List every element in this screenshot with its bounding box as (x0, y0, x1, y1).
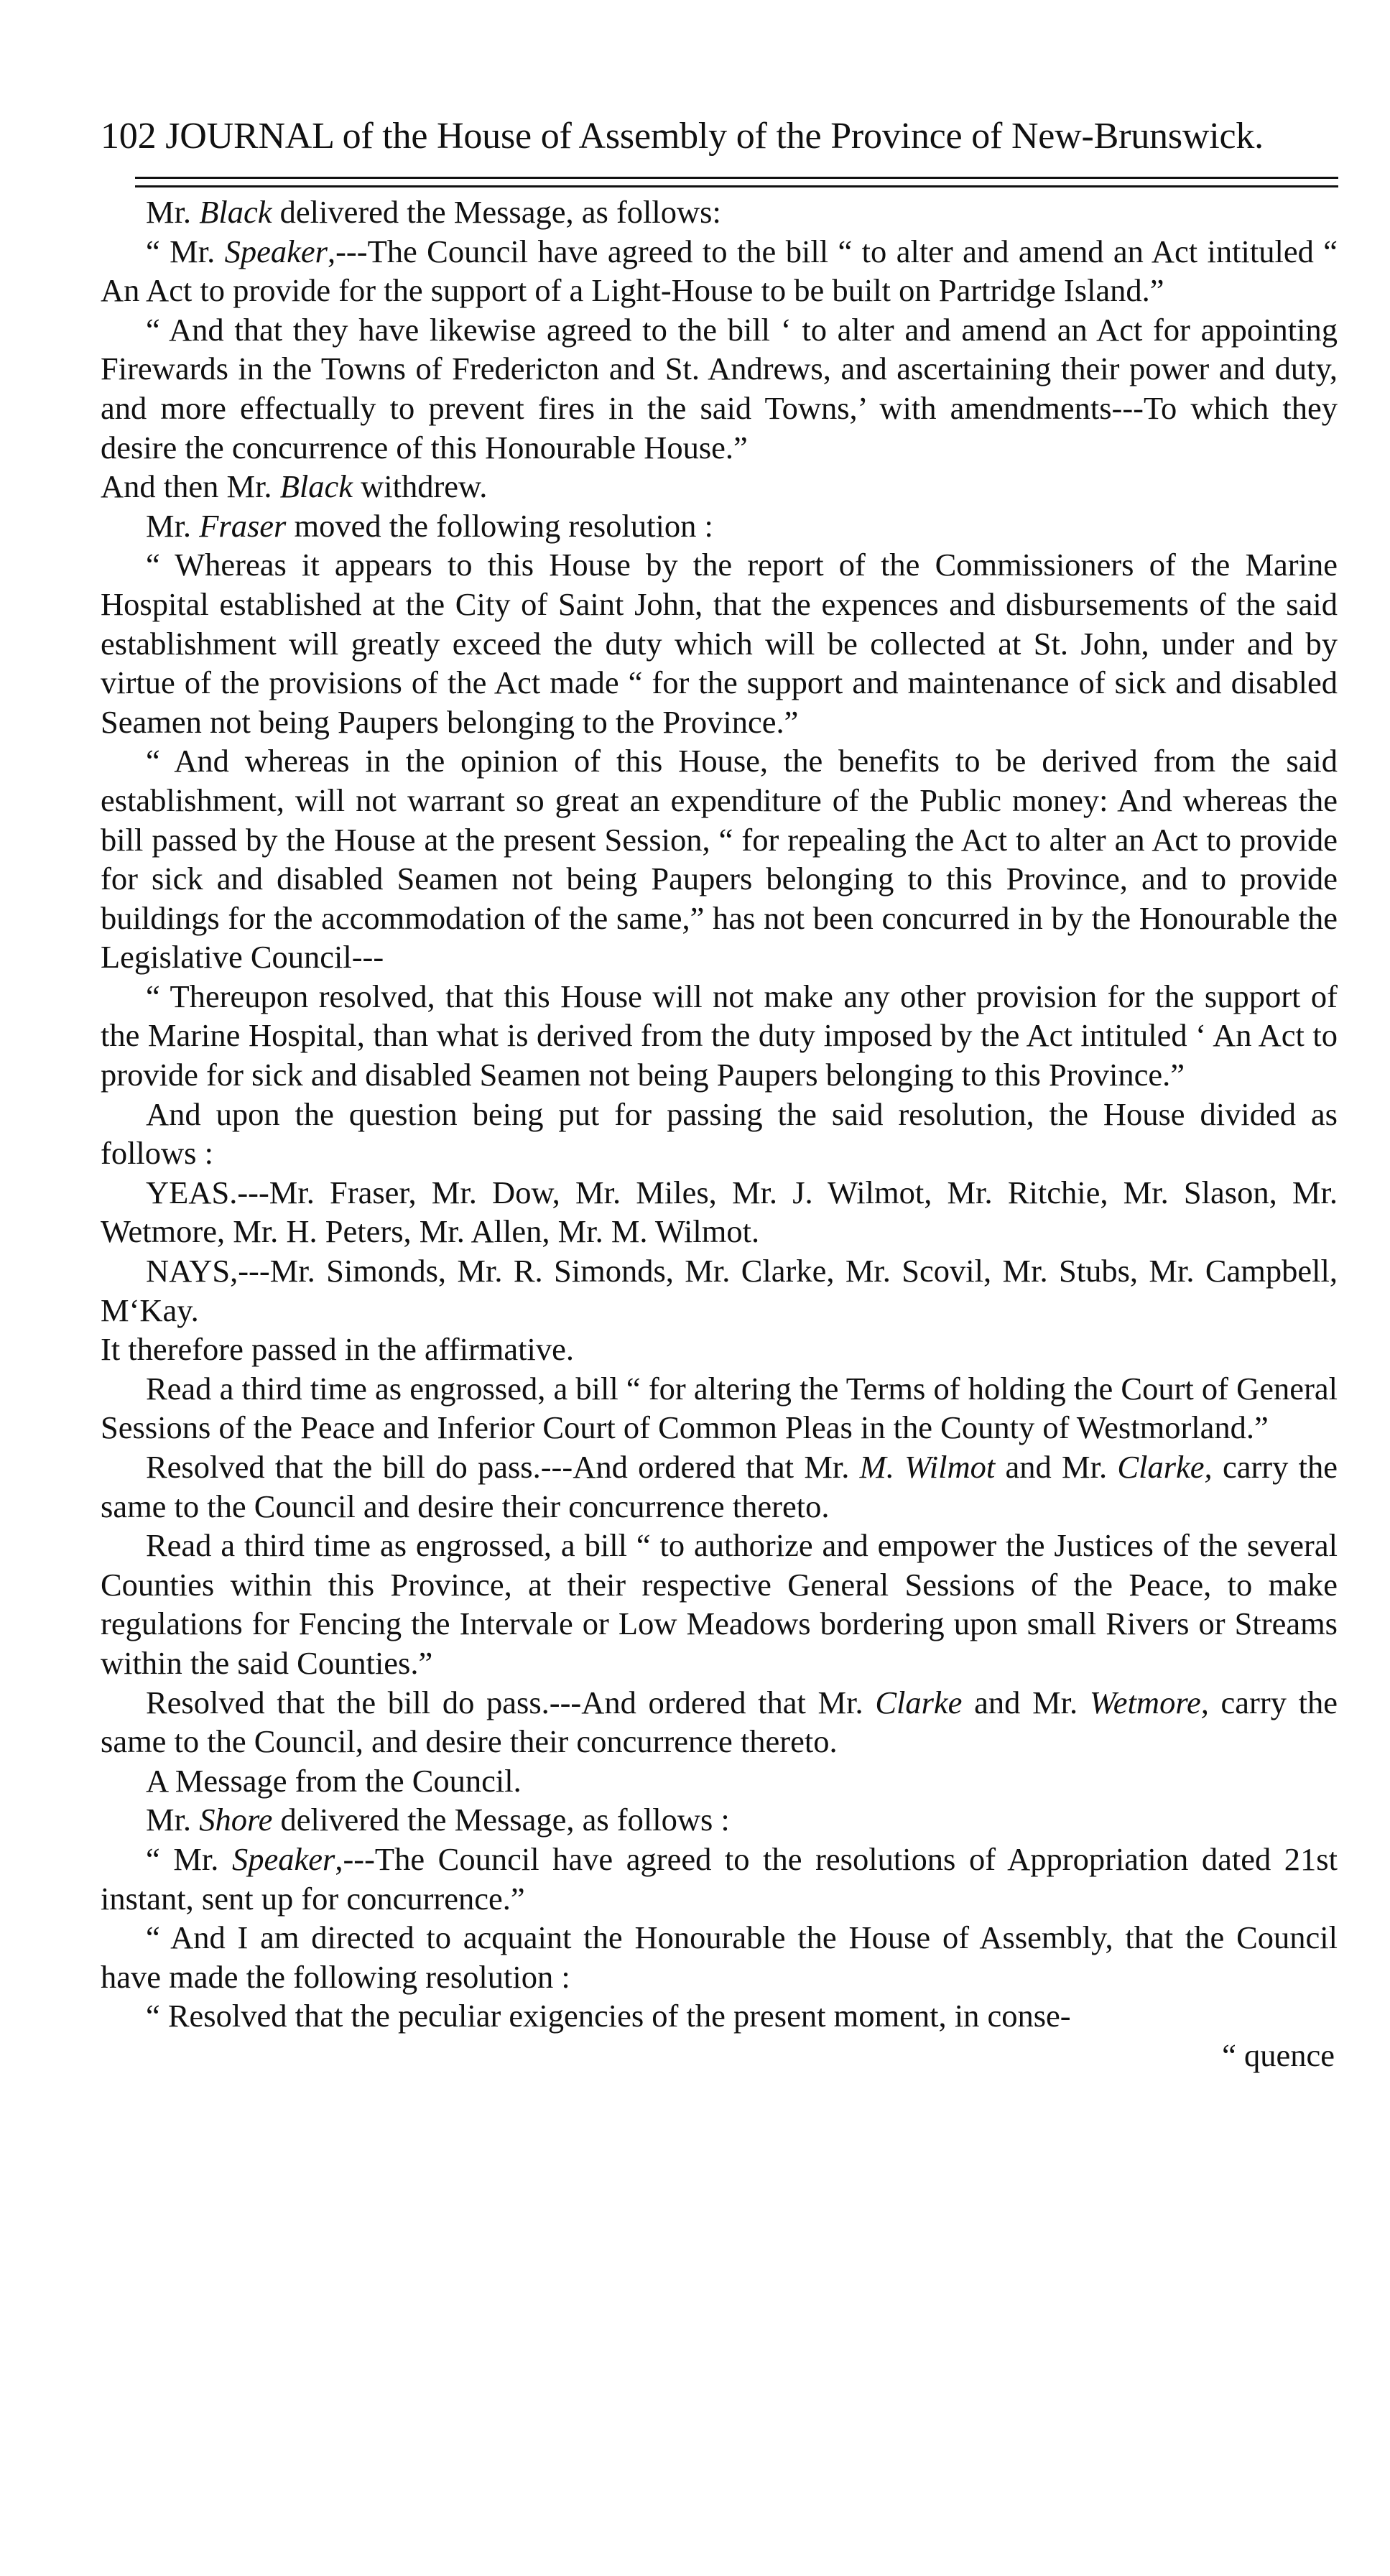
text-run: delivered the Message, as follows: (272, 194, 721, 230)
text-run: Resolved that the bill do pass.---And ordered that Mr. (146, 1449, 860, 1485)
text-run: A Message from the Council. (146, 1762, 522, 1799)
paragraph (101, 1840, 1338, 1918)
text-run: And upon the question being put for passing the said resolution, the House divided as follows : (101, 1095, 1338, 1172)
text-run: “ quence (1222, 2037, 1335, 2073)
paragraph (101, 1800, 1338, 1840)
text-run: “ And whereas in the opinion of this House, the benefits to be derived from the said establishment, will not warrant so great an expenditure of the Public money: And whereas the bill passed by the House at the present Session, “ for repealing the Act to alter an Act to provide for sick and disabled Seamen not being Paupers belonging to this Province, and to provide buildings for the accommodation of the same,” has not been concurred in by the Honourable the Legislative Council--- (101, 743, 1338, 976)
text-run: And then Mr. (101, 468, 280, 505)
page-header (101, 115, 1336, 158)
text-run: NAYS,---Mr. Simonds, Mr. R. Simonds, Mr. Clarke, Mr. Scovil, Mr. Stubs, Mr. Campbell, M‘Kay. (101, 1253, 1338, 1328)
italic-name: Shore (199, 1802, 273, 1838)
journal-body (101, 193, 1338, 2075)
running-title: JOURNAL of the House of Assembly of the Province of New-Brunswick. (165, 116, 1264, 157)
italic-name: Wetmore, (1089, 1684, 1209, 1720)
italic-name: Clarke, (1117, 1449, 1213, 1485)
paragraph (101, 1173, 1338, 1251)
header-rule-thick (135, 185, 1338, 187)
italic-name: Speaker (224, 233, 328, 269)
paragraph (101, 1369, 1338, 1447)
text-run: moved the following resolution : (286, 507, 713, 544)
paragraph (101, 1251, 1338, 1330)
text-run: carry the same to the Council and desire their concurrence thereto. (101, 1449, 1338, 1524)
text-run: Read a third time as engrossed, a bill “ to authorize and empower the Justices of the several Counties within this Province, at their respective General Sessions of the Peace, to make regulations for Fencing the Intervale or Low Meadows bordering upon small Rivers or Streams within the said Counties.” (101, 1527, 1338, 1681)
paragraph (101, 1526, 1338, 1682)
paragraph (101, 1683, 1338, 1761)
text-run: It therefore passed in the affirmative. (101, 1331, 574, 1368)
paragraph (101, 1447, 1338, 1526)
text-run: Mr. (146, 1802, 200, 1838)
text-run: delivered the Message, as follows : (272, 1802, 730, 1838)
paragraph (101, 193, 1338, 232)
italic-name: M. Wilmot (859, 1449, 996, 1485)
text-run: YEAS.---Mr. Fraser, Mr. Dow, Mr. Miles, Mr. J. Wilmot, Mr. Ritchie, Mr. Slason, Mr. Wetmore, Mr. H. Peters, Mr. Allen, Mr. M. Wilmot. (101, 1174, 1338, 1250)
text-run: withdrew. (353, 468, 488, 505)
paragraph (101, 310, 1338, 467)
italic-name: Clarke (875, 1684, 963, 1720)
italic-name: Fraser (199, 507, 287, 544)
text-run: and Mr. (995, 1449, 1118, 1485)
paragraph (101, 1095, 1338, 1173)
paragraph (101, 232, 1338, 310)
text-run: “ Resolved that the peculiar exigencies of the present moment, in conse- (146, 1998, 1071, 2034)
paragraph (101, 741, 1338, 977)
text-run: Read a third time as engrossed, a bill “ for altering the Terms of holding the Court of General Sessions of the Peace and Inferior Court of Common Pleas in the County of Westmorland.” (101, 1370, 1338, 1446)
paragraph (101, 545, 1338, 741)
text-run: “ Whereas it appears to this House by the report of the Commissioners of the Marine Hospital established at the City of Saint John, that the expences and disbursements of the said establishment will greatly exceed the duty which will be collected at St. John, under and by virtue of the provisions of the Act made “ for the support and maintenance of sick and disabled Seamen not being Paupers belonging to the Province.” (101, 547, 1338, 740)
paragraph (101, 467, 1338, 506)
paragraph (101, 1761, 1338, 1801)
text-run: “ Mr. (146, 1840, 232, 1877)
header-rule-thin (135, 177, 1338, 179)
italic-name: Black (199, 194, 272, 230)
paragraph (101, 506, 1338, 546)
text-run: Mr. (146, 507, 200, 544)
text-run: “ Mr. (146, 233, 225, 269)
text-run: and Mr. (962, 1684, 1090, 1720)
catchword (101, 2036, 1338, 2075)
text-run: ,---The Council have agreed to the bill “ to alter and amend an Act intituled “ An Act to provide for the support of a Light-House to be built on Partridge Island.” (101, 233, 1338, 309)
text-run: carry the same to the Council, and desire their concurrence thereto. (101, 1684, 1338, 1760)
text-run: ,---The Council have agreed to the resolutions of Appropriation dated 21st instant, sent up for concurrence.” (101, 1840, 1338, 1917)
italic-name: Speaker (231, 1840, 335, 1877)
text-run: “ And that they have likewise agreed to the bill ‘ to alter and amend an Act for appointing Firewards in the Towns of Fredericton and St. Andrews, and ascertaining their power and duty, and more effectually to prevent fires in the said Towns,’ with amendments---To which they desire the concurrence of this Honourable House.” (101, 311, 1338, 465)
paragraph (101, 1918, 1338, 1996)
paragraph (101, 1330, 1338, 1369)
page-number: 102 (101, 116, 157, 157)
text-run: “ Thereupon resolved, that this House will not make any other provision for the support of the Marine Hospital, than what is derived from the duty imposed by the Act intituled ‘ An Act to provide for sick and disabled Seamen not being Paupers belonging to this Province.” (101, 978, 1338, 1093)
paragraph (101, 977, 1338, 1095)
paragraph (101, 1996, 1338, 2036)
text-run: “ And I am directed to acquaint the Honourable the House of Assembly, that the Council have made the following resolution : (101, 1919, 1338, 1995)
text-run: Mr. (146, 194, 200, 230)
text-run: Resolved that the bill do pass.---And ordered that Mr. (146, 1684, 876, 1720)
italic-name: Black (279, 468, 353, 505)
